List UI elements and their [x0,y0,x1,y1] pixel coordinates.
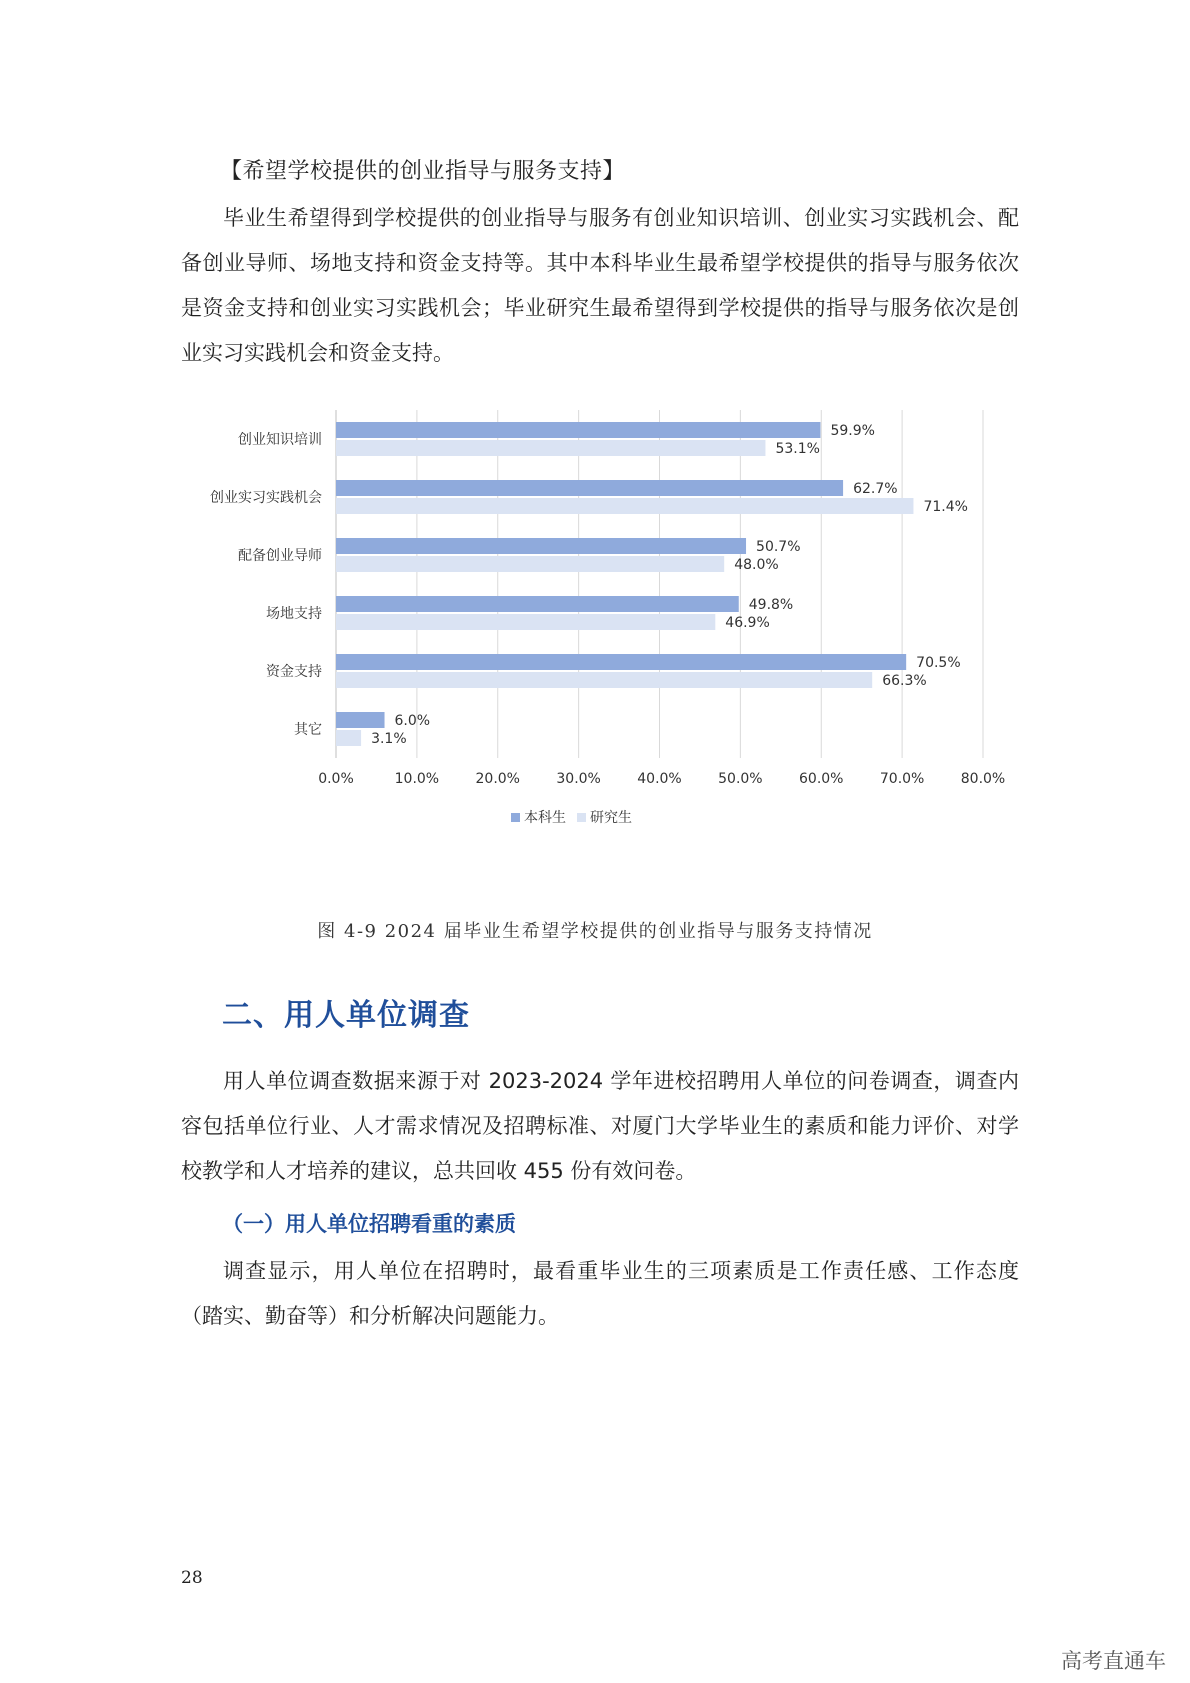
x-tick-label: 30.0% [556,771,601,787]
data-label: 71.4% [923,499,968,515]
legend-label: 本科生 [524,810,566,826]
bar-undergrad [336,480,843,496]
bar-undergrad [336,712,385,728]
data-label: 62.7% [853,481,898,497]
category-label: 场地支持 [266,606,322,622]
chart-svg [181,386,1019,906]
page-number: 28 [181,1568,203,1588]
x-tick-label: 10.0% [394,771,440,787]
legend-swatch [577,813,586,822]
section-subheading: 【希望学校提供的创业指导与服务支持】 [220,159,626,184]
data-label: 53.1% [775,441,820,457]
data-label: 48.0% [734,557,779,573]
x-tick-label: 50.0% [718,771,763,787]
category-label: 其它 [294,722,322,738]
category-label: 资金支持 [266,664,322,680]
bar-graduate [336,614,715,630]
paragraph-employer-survey: 用人单位调查数据来源于对 2023-2024 学年进校招聘用人单位的问卷调查，调查内容包括单位行业、人才需求情况及招聘标准、对厦门大学毕业生的素质和能力评价、对学校教学和人才培养的建议，总共回收 455 份有效问卷。 [181,1069,1019,1183]
section-heading-employer-survey: 二、用人单位调查 [222,998,470,1033]
data-label: 59.9% [830,423,875,439]
x-tick-label: 80.0% [960,771,1006,787]
bar-graduate [336,730,361,746]
data-label: 50.7% [756,539,801,555]
subsection-heading: （一）用人单位招聘看重的素质 [222,1212,516,1236]
x-tick-label: 40.0% [637,771,682,787]
x-tick-label: 60.0% [799,771,844,787]
bar-graduate [336,556,724,572]
data-label: 46.9% [725,615,770,631]
paragraph-qualities: 调查显示，用人单位在招聘时，最看重毕业生的三项素质是工作责任感、工作态度（踏实、勤奋等）和分析解决问题能力。 [181,1259,1019,1328]
legend-swatch [511,813,520,822]
bar-chart [181,386,1019,906]
figure-caption: 图 4-9 2024 届毕业生希望学校提供的创业指导与服务支持情况 [317,921,873,942]
category-label: 配备创业导师 [238,548,322,564]
bar-graduate [336,672,872,688]
bar-undergrad [336,422,820,438]
category-label: 创业知识培训 [238,432,322,448]
data-label: 6.0% [394,713,431,729]
bar-undergrad [336,654,906,670]
data-label: 49.8% [748,597,794,613]
legend-label: 研究生 [590,810,632,826]
data-label: 70.5% [916,655,961,671]
x-tick-label: 0.0% [318,771,354,787]
bar-undergrad [336,538,746,554]
bar-graduate [336,498,913,514]
x-tick-label: 20.0% [475,771,520,787]
x-tick-label: 70.0% [879,771,925,787]
category-label: 创业实习实践机会 [210,490,322,506]
watermark-text: 高考直通车 [1061,1649,1166,1673]
bar-graduate [336,440,765,456]
data-label: 3.1% [371,731,407,747]
data-label: 66.3% [882,673,927,689]
paragraph-entrepreneurship: 毕业生希望得到学校提供的创业指导与服务有创业知识培训、创业实习实践机会、配备创业导师、场地支持和资金支持等。其中本科毕业生最希望学校提供的指导与服务依次是资金支持和创业实习实践机会；毕业研究生最希望得到学校提供的指导与服务依次是创业实习实践机会和资金支持。 [181,206,1019,365]
bar-undergrad [336,596,739,612]
